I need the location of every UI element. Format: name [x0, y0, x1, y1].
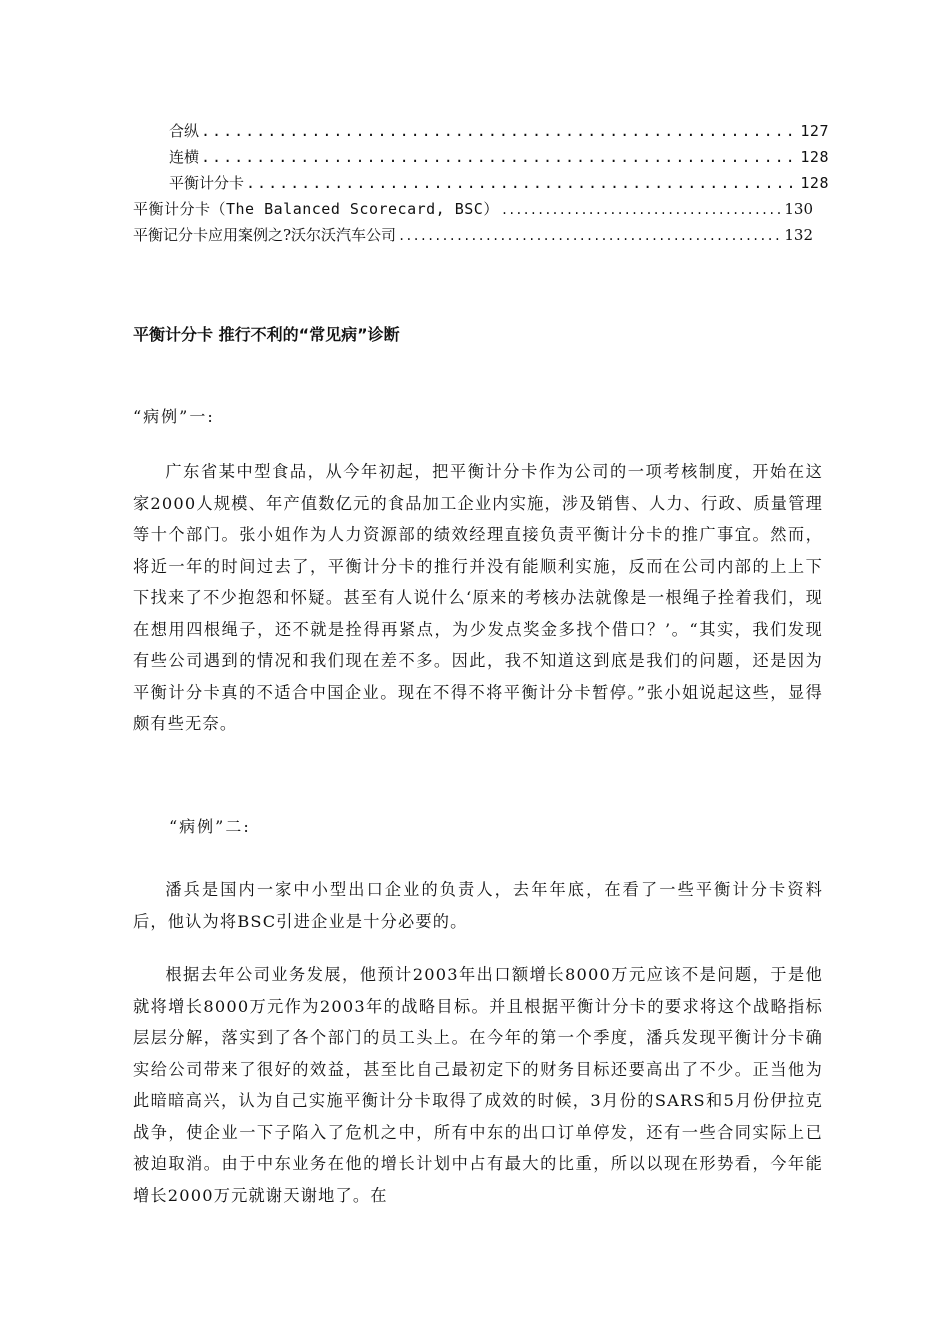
toc-leader-dots: [201, 118, 798, 144]
toc-entry[interactable]: [133, 170, 829, 196]
toc-entry-page: 132: [784, 226, 813, 244]
toc-entry-label: 合纵: [169, 122, 200, 140]
toc-entry[interactable]: [133, 118, 829, 144]
toc-entry-page: 130: [784, 200, 813, 218]
toc-entry[interactable]: [133, 144, 829, 170]
case-two-paragraph-2: 根据去年公司业务发展，他预计2003年出口额增长8000万元应该不是问题，于是他就将增长8000万元作为2003年的战略目标。并且根据平衡计分卡的要求将这个战略指标层层分解，落实到了各个部门的员工头上。在今年的第一个季度，潘兵发现平衡计分卡确实给公司带来了很好的效益，甚至比自己最初定下的财务目标还要高出了不少。正当他为此暗暗高兴，认为自己实施平衡计分卡取得了成效的时候，3月份的SARS和5月份伊拉克战争，使企业一下子陷入了危机之中，所有中东的出口订单停发，还有一些合同实际上已被迫取消。由于中东业务在他的增长计划中占有最大的比重，所以以现在形势看，今年能增长2000万元就谢天谢地了。在: [133, 965, 823, 1205]
toc-entry-page: 128: [800, 148, 829, 166]
toc-leader-dots: [398, 223, 782, 248]
toc-entry-label: 平衡记分卡应用案例之?沃尔沃汽车公司: [133, 226, 397, 244]
toc-entry-page: 127: [800, 122, 829, 140]
case-one-label: “病例”一:: [133, 407, 215, 426]
toc-entry-label: 平衡计分卡: [169, 174, 245, 192]
toc-entry[interactable]: [133, 222, 813, 248]
case-two-paragraph-1: 潘兵是国内一家中小型出口企业的负责人，去年年底，在看了一些平衡计分卡资料后，他认为将BSC引进企业是十分必要的。: [133, 880, 823, 931]
case-one-paragraph: 广东省某中型食品，从今年初起，把平衡计分卡作为公司的一项考核制度，开始在这家2000人规模、年产值数亿元的食品加工企业内实施，涉及销售、人力、行政、质量管理等十个部门。张小姐作为人力资源部的绩效经理直接负责平衡计分卡的推广事宜。然而，将近一年的时间过去了，平衡计分卡的推行并没有能顺利实施，反而在公司内部的上上下下找来了不少抱怨和怀疑。甚至有人说什么‘原来的考核办法就像是一根绳子拴着我们，现在想用四根绳子，还不就是拴得再紧点，为少发点奖金多找个借口？’。“其实，我们发现有些公司遇到的情况和我们现在差不多。因此，我不知道这到底是我们的问题，还是因为平衡计分卡真的不适合中国企业。现在不得不将平衡计分卡暂停。”张小姐说起这些，显得颇有些无奈。: [133, 462, 823, 733]
case-two-label: “病例”二:: [169, 817, 251, 836]
table-of-contents: [133, 118, 829, 248]
article-title: 平衡计分卡 推行不利的“常见病”诊断: [133, 325, 400, 344]
toc-entry-label: 连横: [169, 148, 200, 166]
toc-entry-label: 平衡计分卡（The Balanced Scorecard, BSC）: [133, 200, 499, 218]
toc-leader-dots: [246, 170, 798, 196]
toc-leader-dots: [201, 144, 798, 170]
toc-entry[interactable]: [133, 196, 813, 222]
toc-entry-page: 128: [800, 174, 829, 192]
toc-leader-dots: [501, 197, 783, 222]
